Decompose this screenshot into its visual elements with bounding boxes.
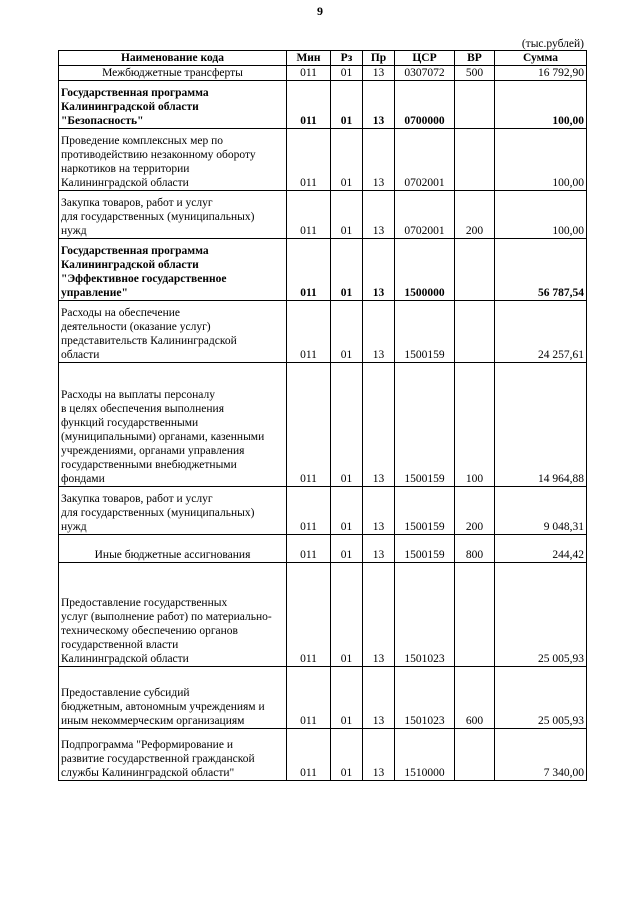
cell-rz: 01 (331, 239, 363, 301)
cell-rz: 01 (331, 487, 363, 535)
cell-min: 011 (287, 129, 331, 191)
cell-sum: 56 787,54 (495, 239, 587, 301)
cell-pr: 13 (363, 667, 395, 729)
cell-pr: 13 (363, 129, 395, 191)
cell-rz: 01 (331, 66, 363, 81)
cell-rz: 01 (331, 191, 363, 239)
cell-csr: 1500159 (395, 487, 455, 535)
cell-csr: 1510000 (395, 729, 455, 781)
cell-name: Проведение комплексных мер по противодействию незаконному обороту наркотиков на территории Калининградской области (59, 129, 287, 191)
table-row (59, 563, 587, 667)
table-body (59, 66, 587, 781)
header-pr: Пр (363, 51, 395, 66)
cell-csr: 1500159 (395, 363, 455, 487)
cell-rz: 01 (331, 729, 363, 781)
cell-csr: 0700000 (395, 81, 455, 129)
cell-name: Межбюджетные трансферты (59, 66, 287, 81)
cell-rz: 01 (331, 129, 363, 191)
table-row (59, 239, 587, 301)
cell-name: Предоставление субсидий бюджетным, автономным учреждениям и иным некоммерческим организациям (59, 667, 287, 729)
units-label: (тыс.рублей) (521, 38, 584, 50)
table-row (59, 363, 587, 487)
cell-csr: 1500159 (395, 535, 455, 563)
header-vr: ВР (455, 51, 495, 66)
header-sum: Сумма (495, 51, 587, 66)
cell-name: Расходы на обеспечение деятельности (оказание услуг) представительств Калининградской области (59, 301, 287, 363)
cell-min: 011 (287, 729, 331, 781)
table-row (59, 81, 587, 129)
cell-vr (455, 81, 495, 129)
table-row (59, 729, 587, 781)
cell-min: 011 (287, 487, 331, 535)
cell-min: 011 (287, 563, 331, 667)
cell-pr: 13 (363, 563, 395, 667)
table-row (59, 535, 587, 563)
cell-vr: 200 (455, 487, 495, 535)
cell-name: Государственная программа Калининградской области "Эффективное государственное управление" (59, 239, 287, 301)
cell-sum: 24 257,61 (495, 301, 587, 363)
cell-pr: 13 (363, 239, 395, 301)
cell-csr: 0702001 (395, 191, 455, 239)
cell-sum: 16 792,90 (495, 66, 587, 81)
cell-name: Иные бюджетные ассигнования (59, 535, 287, 563)
header-rz: Рз (331, 51, 363, 66)
cell-sum: 7 340,00 (495, 729, 587, 781)
cell-name: Предоставление государственных услуг (выполнение работ) по материально- техническому обеспечению органов государственной власти Калининградской области (59, 563, 287, 667)
cell-vr: 800 (455, 535, 495, 563)
cell-pr: 13 (363, 535, 395, 563)
cell-min: 011 (287, 301, 331, 363)
cell-rz: 01 (331, 363, 363, 487)
table-row (59, 66, 587, 81)
cell-min: 011 (287, 191, 331, 239)
table-row (59, 301, 587, 363)
cell-rz: 01 (331, 81, 363, 129)
cell-pr: 13 (363, 191, 395, 239)
cell-sum: 100,00 (495, 191, 587, 239)
page-number: 9 (317, 4, 323, 18)
cell-vr (455, 729, 495, 781)
cell-vr (455, 301, 495, 363)
cell-sum: 9 048,31 (495, 487, 587, 535)
cell-min: 011 (287, 81, 331, 129)
cell-csr: 1500159 (395, 301, 455, 363)
cell-vr (455, 563, 495, 667)
cell-csr: 1501023 (395, 667, 455, 729)
cell-rz: 01 (331, 535, 363, 563)
table-row (59, 487, 587, 535)
cell-name: Закупка товаров, работ и услуг для государственных (муниципальных) нужд (59, 487, 287, 535)
table-row (59, 667, 587, 729)
cell-name: Подпрограмма "Реформирование и развитие государственной гражданской службы Калининградской области" (59, 729, 287, 781)
cell-vr (455, 239, 495, 301)
header-min: Мин (287, 51, 331, 66)
cell-pr: 13 (363, 81, 395, 129)
cell-sum: 100,00 (495, 81, 587, 129)
cell-rz: 01 (331, 563, 363, 667)
cell-vr: 500 (455, 66, 495, 81)
cell-rz: 01 (331, 667, 363, 729)
cell-pr: 13 (363, 301, 395, 363)
table-header-row (59, 51, 587, 66)
cell-sum: 244,42 (495, 535, 587, 563)
cell-csr: 1501023 (395, 563, 455, 667)
cell-sum: 25 005,93 (495, 667, 587, 729)
cell-vr (455, 129, 495, 191)
cell-sum: 25 005,93 (495, 563, 587, 667)
cell-name: Закупка товаров, работ и услуг для государственных (муниципальных) нужд (59, 191, 287, 239)
cell-min: 011 (287, 535, 331, 563)
cell-pr: 13 (363, 487, 395, 535)
cell-min: 011 (287, 239, 331, 301)
cell-sum: 100,00 (495, 129, 587, 191)
cell-pr: 13 (363, 363, 395, 487)
cell-vr: 100 (455, 363, 495, 487)
cell-rz: 01 (331, 301, 363, 363)
table-row (59, 191, 587, 239)
header-name: Наименование кода (59, 51, 287, 66)
cell-min: 011 (287, 363, 331, 487)
header-csr: ЦСР (395, 51, 455, 66)
cell-vr: 200 (455, 191, 495, 239)
cell-csr: 1500000 (395, 239, 455, 301)
cell-pr: 13 (363, 66, 395, 81)
cell-min: 011 (287, 66, 331, 81)
budget-table (58, 50, 587, 781)
cell-name: Расходы на выплаты персоналу в целях обеспечения выполнения функций государственными (муниципальными) органами, казенными учреждениями, органами управления государственными внебюджетными фондами (59, 363, 287, 487)
cell-sum: 14 964,88 (495, 363, 587, 487)
cell-min: 011 (287, 667, 331, 729)
cell-name: Государственная программа Калининградской области "Безопасность" (59, 81, 287, 129)
cell-pr: 13 (363, 729, 395, 781)
table-row (59, 129, 587, 191)
cell-csr: 0702001 (395, 129, 455, 191)
cell-vr: 600 (455, 667, 495, 729)
cell-csr: 0307072 (395, 66, 455, 81)
